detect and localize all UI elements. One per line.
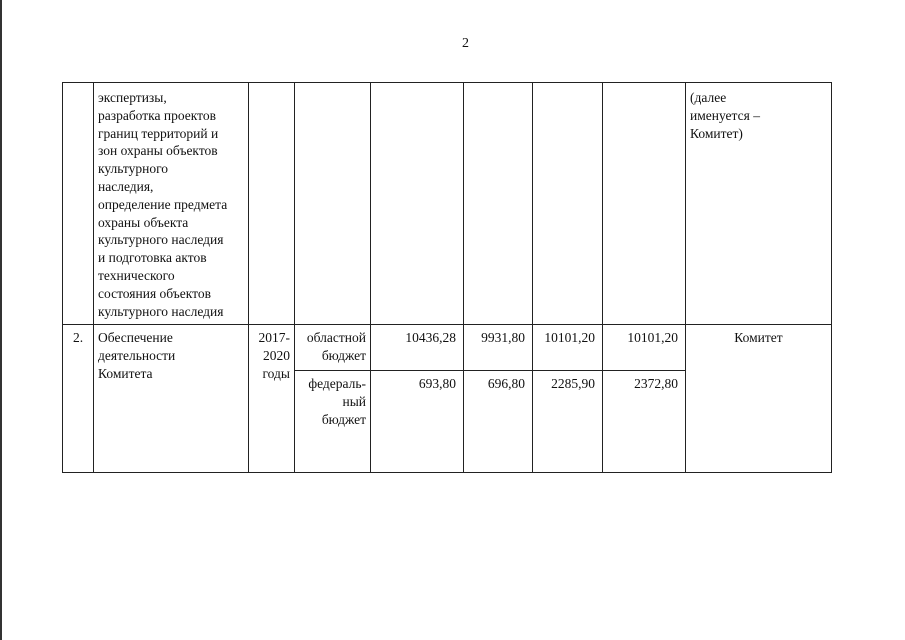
- row-number-cell: 2.: [63, 325, 94, 473]
- value-cell: 696,80: [464, 371, 533, 473]
- value-cell: [464, 83, 533, 325]
- value-cell: 2285,90: [533, 371, 603, 473]
- value-cell: 10101,20: [533, 325, 603, 371]
- measure-description-cell: Обеспечение деятельности Комитета: [94, 325, 249, 473]
- measure-description-cell: экспертизы, разработка проектов границ территорий и зон охраны объектов культурного наследия, определение предмета охраны объекта культурного наследия и подготовка актов технического состояния объектов культурного наследия: [94, 83, 249, 325]
- program-table: [62, 82, 832, 473]
- value-cell: 693,80: [371, 371, 464, 473]
- value-cell: [371, 83, 464, 325]
- row-number-cell: [63, 83, 94, 325]
- page-number: 2: [462, 36, 469, 51]
- source-cell: областной бюджет: [295, 325, 371, 371]
- source-cell: [295, 83, 371, 325]
- value-cell: 9931,80: [464, 325, 533, 371]
- value-cell: [603, 83, 686, 325]
- source-cell: федераль- ный бюджет: [295, 371, 371, 473]
- period-cell: [249, 83, 295, 325]
- table-row: [63, 83, 832, 325]
- value-cell: 10436,28: [371, 325, 464, 371]
- period-cell: 2017- 2020 годы: [249, 325, 295, 473]
- executor-cell: Комитет: [686, 325, 832, 473]
- value-cell: 2372,80: [603, 371, 686, 473]
- value-cell: [533, 83, 603, 325]
- table-row: [63, 325, 832, 371]
- page-left-edge: [0, 0, 2, 640]
- executor-cell: (далее именуется – Комитет): [686, 83, 832, 325]
- value-cell: 10101,20: [603, 325, 686, 371]
